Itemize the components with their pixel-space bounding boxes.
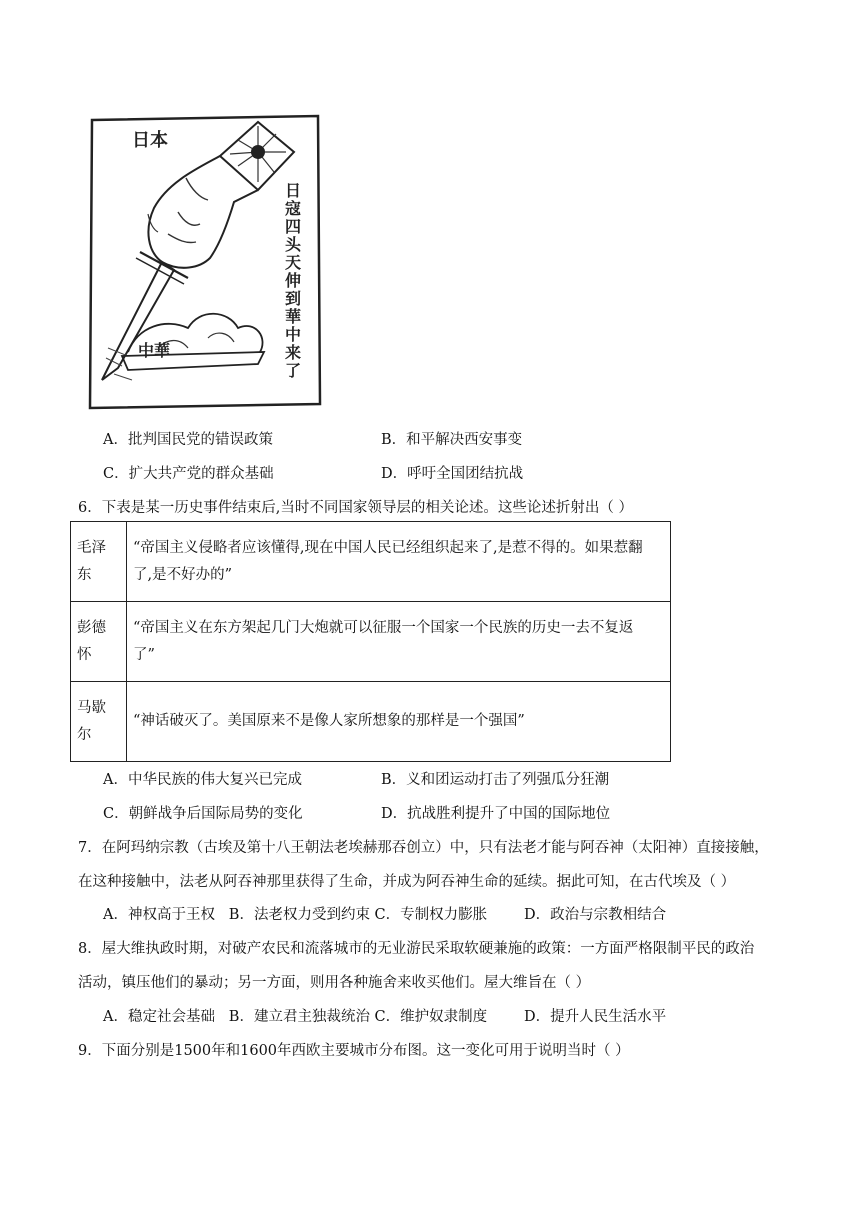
q6-stem: 6．下表是某一历史事件结束后,当时不同国家领导层的相关论述。这些论述折射出（ ） [78, 500, 633, 516]
quotes-table [70, 521, 671, 762]
q6-option-c[interactable]: C．朝鲜战争后国际局势的变化 [103, 806, 303, 822]
table-row [71, 522, 671, 602]
quote-text: 了,是不好办的” [133, 566, 233, 583]
quote-cell [127, 522, 671, 602]
speaker-cell [71, 522, 127, 602]
q5-option-a[interactable]: A．批判国民党的错误政策 [103, 432, 273, 448]
speaker-name: 马歇 [77, 699, 106, 716]
q5-option-c[interactable]: C．扩大共产党的群众基础 [103, 466, 274, 482]
speaker-name: 尔 [77, 726, 92, 743]
speaker-name: 怀 [77, 646, 92, 663]
q7-stem-line1: 7．在阿玛纳宗教（古埃及第十八王朝法老埃赫那吞创立）中，只有法老才能与阿吞神（太阳神）直接接触， [78, 840, 769, 856]
quote-text: “帝国主义在东方架起几门大炮就可以征服一个国家一个民族的历史一去不复返 [133, 619, 634, 636]
q9-stem: 9．下面分别是1500年和1600年西欧主要城市分布图。这一变化可用于说明当时（ ） [78, 1043, 630, 1059]
q6-option-a[interactable]: A．中华民族的伟大复兴已完成 [103, 772, 302, 788]
table-row [71, 682, 671, 762]
cartoon-label-china: 中華 [138, 341, 171, 360]
q6-option-d[interactable]: D．抗战胜利提升了中国的国际地位 [381, 806, 611, 822]
quote-text: “神话破灭了。美国原来不是像人家所想象的那样是一个强国” [133, 713, 525, 729]
speaker-cell [71, 682, 127, 762]
cartoon-label-side: 日寇四头天伸到華中来了 [282, 182, 302, 380]
speaker-name: 彭德 [77, 619, 106, 636]
q7-options[interactable]: A．神权高于王权 B．法老权力受到约束 C．专制权力膨胀 D．政治与宗教相结合 [103, 907, 667, 923]
q5-option-d[interactable]: D．呼吁全国团结抗战 [381, 466, 524, 482]
cartoon-label-japan: 日本 [132, 130, 168, 151]
quote-cell [127, 602, 671, 682]
q8-stem-line1: 8．屋大维执政时期，对破产农民和流落城市的无业游民采取软硬兼施的政策：一方面严格限制平民的政治 [78, 941, 755, 957]
speaker-name: 东 [77, 566, 92, 583]
cartoon-illustration [88, 112, 323, 410]
q6-option-b[interactable]: B．义和团运动打击了列强瓜分狂潮 [381, 772, 610, 788]
speaker-cell [71, 602, 127, 682]
q5-option-b[interactable]: B．和平解决西安事变 [381, 432, 523, 448]
quote-text: “帝国主义侵略者应该懂得,现在中国人民已经组织起来了,是惹不得的。如果惹翻 [133, 539, 643, 556]
quote-text: 了” [133, 646, 155, 663]
q8-stem-line2: 活动，镇压他们的暴动；另一方面，则用各种施舍来收买他们。屋大维旨在（ ） [78, 975, 591, 991]
q7-stem-line2: 在这种接触中，法老从阿吞神那里获得了生命，并成为阿吞神生命的延续。据此可知，在古代埃及（ ） [78, 874, 736, 890]
speaker-name: 毛泽 [77, 539, 106, 556]
table-row [71, 602, 671, 682]
quote-cell [127, 682, 671, 762]
q8-options[interactable]: A．稳定社会基础 B．建立君主独裁统治 C．维护奴隶制度 D．提升人民生活水平 [103, 1009, 667, 1025]
